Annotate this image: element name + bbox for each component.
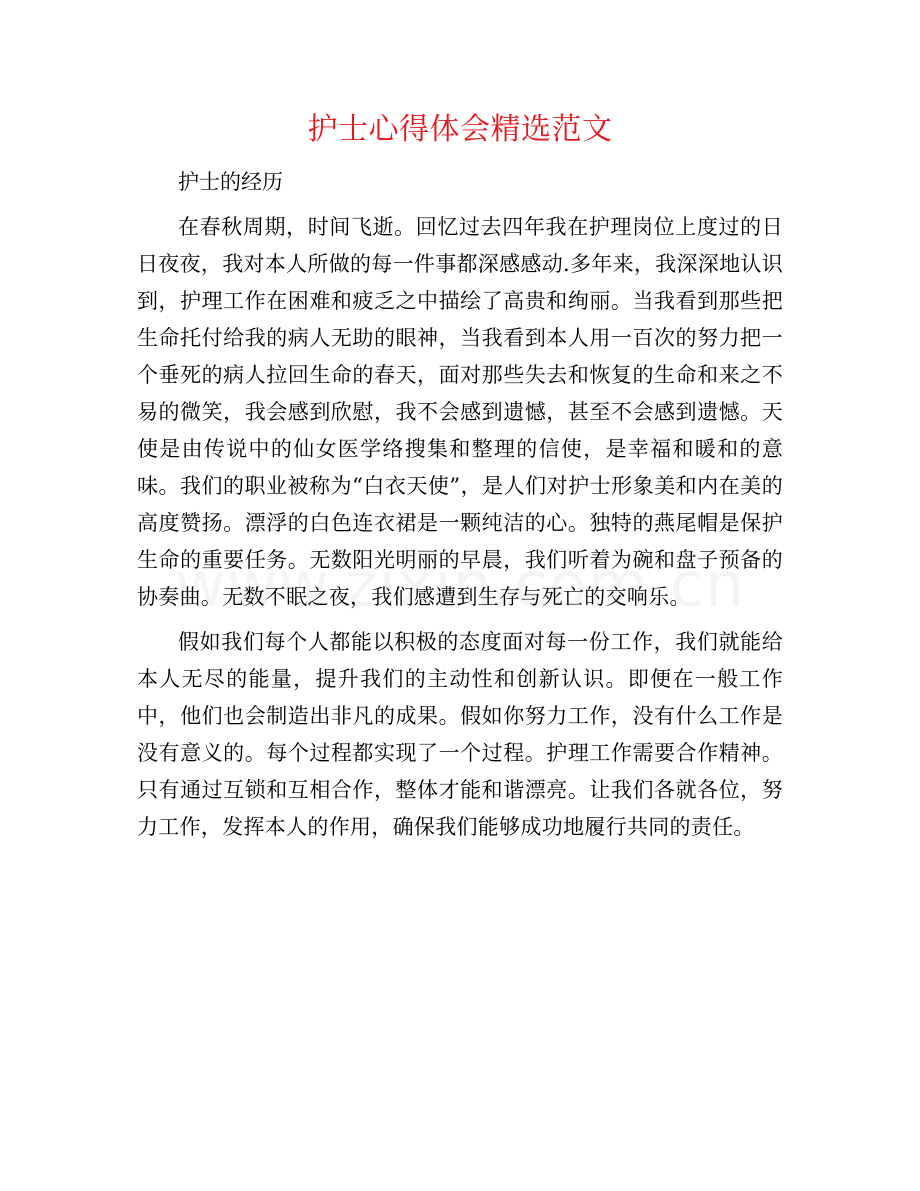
paragraph-2: 假如我们每个人都能以积极的态度面对每一份工作，我们就能给本人无尽的能量，提升我们的主动性和创新认识。即便在一般工作中，他们也会制造出非凡的成果。假如你努力工作，没有什么工作是没有意义的。每个过程都实现了一个过程。护理工作需要合作精神。只有通过互锁和互相合作，整体才能和谐漂亮。让我们各就各位，努力工作，发挥本人的作用，确保我们能够成功地履行共同的责任。	[137, 630, 783, 839]
section-subheading: 护士的经历	[178, 170, 283, 194]
document-body	[137, 164, 783, 854]
document-title: 护士心得体会精选范文	[307, 112, 613, 147]
paragraph-1: 在春秋周期，时间飞逝。回忆过去四年我在护理岗位上度过的日日夜夜，我对本人所做的每一件事都深感感动.多年来，我深深地认识到，护理工作在困难和疲乏之中描绘了高贵和绚丽。当我看到那些把生命托付给我的病人无助的眼神，当我看到本人用一百次的努力把一个垂死的病人拉回生命的春天，面对那些失去和恢复的生命和来之不易的微笑，我会感到欣慰，我不会感到遗憾，甚至不会感到遗憾。天使是由传说中的仙女医学络搜集和整理的信使，是幸福和暖和的意味。我们的职业被称为“白衣天使”，是人们对护士形象美和内在美的高度赞扬。漂浮的白色连衣裙是一颗纯洁的心。独特的燕尾帽是保护生命的重要任务。无数阳光明丽的早晨，我们听着为碗和盘子预备的协奏曲。无数不眠之夜，我们感遭到生存与死亡的交响乐。	[137, 215, 783, 609]
